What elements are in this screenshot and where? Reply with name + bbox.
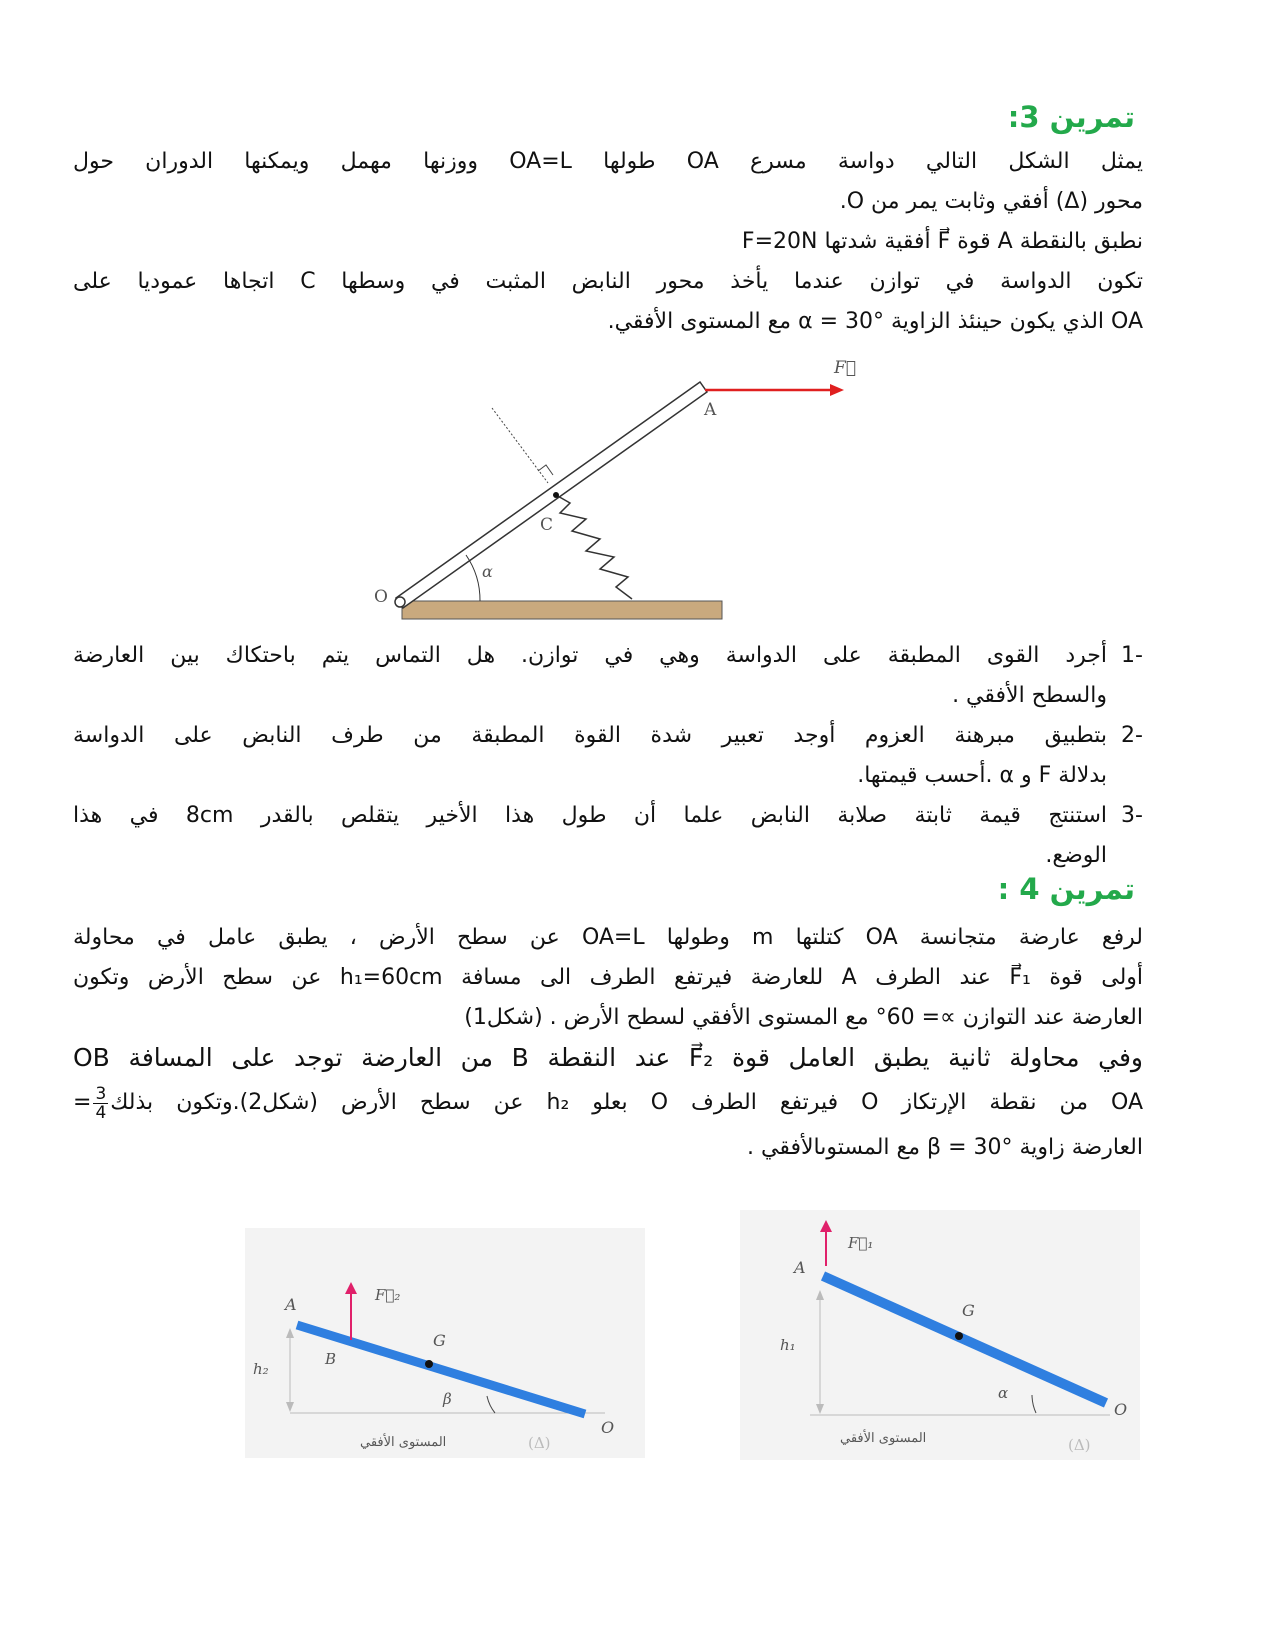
label-axis-fig2: (Δ) <box>528 1434 551 1452</box>
ex4-line-3: العارضة عند التوازن ∝= 60° مع المستوى الأفقي لسطح الأرض . (شكل1) <box>464 1005 1143 1030</box>
question-text: بدلالة F و α .أحسب قيمتها. <box>857 763 1107 788</box>
label-o-fig2: O <box>601 1418 615 1437</box>
label-alpha: α <box>482 562 493 581</box>
spring-axis-line <box>492 408 548 483</box>
ex3-line-4: تكون الدواسة في توازن عندما يأخذ محور النابض المثبت في وسطها C اتجاها عموديا على <box>73 269 1143 294</box>
ground-block <box>402 601 722 619</box>
ex3-line-5: OA الذي يكون حينئذ الزاوية α = 30° مع المستوى الأفقي. <box>607 309 1143 334</box>
exercise-3-title: تمرين 3: <box>1007 100 1135 134</box>
right-angle-mark <box>538 465 553 475</box>
force-arrowhead <box>830 384 844 396</box>
question-text: الوضع. <box>1045 843 1107 868</box>
ex4-line-5 <box>73 1078 1143 1128</box>
ex4-line-2: أولى قوة F⃗₁ عند الطرف A للعارضة فيرتفع الطرف الى مسافة h₁=60cm عن سطح الأرض وتكون <box>73 965 1144 990</box>
label-plane-fig2: المستوى الأفقي <box>360 1435 447 1450</box>
point-c <box>553 492 559 498</box>
ex4-line-6: العارضة زاوية β = 30° مع المستوىالأفقي . <box>747 1135 1143 1160</box>
label-f: F⃗ <box>834 358 856 378</box>
label-f1: F⃗₁ <box>848 1234 874 1252</box>
question-text: والسطح الأفقي . <box>952 683 1107 708</box>
label-h2: h₂ <box>253 1360 269 1378</box>
exercise-3-statement <box>73 142 1143 342</box>
pivot-o <box>395 597 405 607</box>
question-text: بتطبيق مبرهنة العزوم أوجد تعبير شدة القوة المطبقة من طرف النابض على الدواسة <box>73 723 1107 748</box>
ex4-line-1: لرفع عارضة متجانسة OA كتلتها m وطولها OA=L عن سطح الأرض ، يطبق عامل في محاولة <box>73 925 1143 950</box>
ex4-line-5-text: OA من نقطة الإرتكاز O فيرتفع الطرف O بعلو h₂ عن سطح الأرض (شكل2).وتكون بذلك <box>110 1090 1143 1115</box>
exercise-4-statement <box>73 918 1143 1168</box>
ex3-line-1: يمثل الشكل التالي دواسة مسرع OA طولها OA=L ووزنها مهمل ويمكنها الدوران حول <box>73 149 1143 174</box>
label-c: C <box>540 515 554 535</box>
question-text: استنتج قيمة ثابتة صلابة النابض علما أن طول هذا الأخير يتقلص بالقدر 8cm في هذا <box>73 803 1107 828</box>
figure-2 <box>245 1228 645 1458</box>
question-number: -1 <box>1121 643 1143 668</box>
center-g-1 <box>955 1332 963 1340</box>
label-axis-fig1: (Δ) <box>1068 1436 1091 1454</box>
question-item <box>73 716 1143 796</box>
label-o-fig1: O <box>1114 1400 1128 1419</box>
label-alpha-fig1: α <box>998 1384 1009 1402</box>
ex4-line-4: وفي محاولة ثانية يطبق العامل قوة F⃗₂ عند النقطة B من العارضة توجد على المسافة OB <box>73 1043 1143 1072</box>
question-number: -3 <box>1121 803 1143 828</box>
center-g-2 <box>425 1360 433 1368</box>
question-number: -2 <box>1121 723 1143 748</box>
fraction-numerator: 3 <box>95 1083 107 1104</box>
figure-1 <box>740 1210 1140 1460</box>
spring <box>556 495 632 599</box>
pedal-bar <box>396 382 707 608</box>
figure-1-background <box>740 1210 1140 1460</box>
label-a-fig2: A <box>285 1295 297 1314</box>
label-plane-fig1: المستوى الأفقي <box>840 1431 927 1446</box>
question-item <box>73 796 1143 876</box>
question-item <box>73 636 1143 716</box>
label-a: A <box>704 400 717 420</box>
question-text: أجرد القوى المطبقة على الدواسة وهي في توازن. هل التماس يتم باحتكاك بين العارضة <box>73 643 1107 668</box>
label-g-fig2: G <box>433 1331 446 1350</box>
label-f2: F⃗₂ <box>375 1286 401 1304</box>
equals-sign: = <box>73 1090 92 1115</box>
label-o: O <box>374 587 388 607</box>
label-beta: β <box>443 1390 452 1408</box>
label-g-fig1: G <box>962 1301 975 1320</box>
label-b: B <box>325 1350 337 1368</box>
ex3-line-3: نطبق بالنقطة A قوة F⃗ أفقية شدتها F=20N <box>741 229 1143 254</box>
exercise-3-questions <box>73 636 1143 876</box>
fraction-denominator: 4 <box>95 1102 107 1123</box>
exercise-4-title: تمرين 4 : <box>997 872 1135 906</box>
pedal-figure <box>360 355 860 630</box>
ex3-line-2: محور (Δ) أفقي وثابت يمر من O. <box>839 189 1143 214</box>
label-h1: h₁ <box>780 1336 796 1354</box>
fraction-3-4 <box>93 1085 108 1122</box>
label-a-fig1: A <box>794 1258 806 1277</box>
